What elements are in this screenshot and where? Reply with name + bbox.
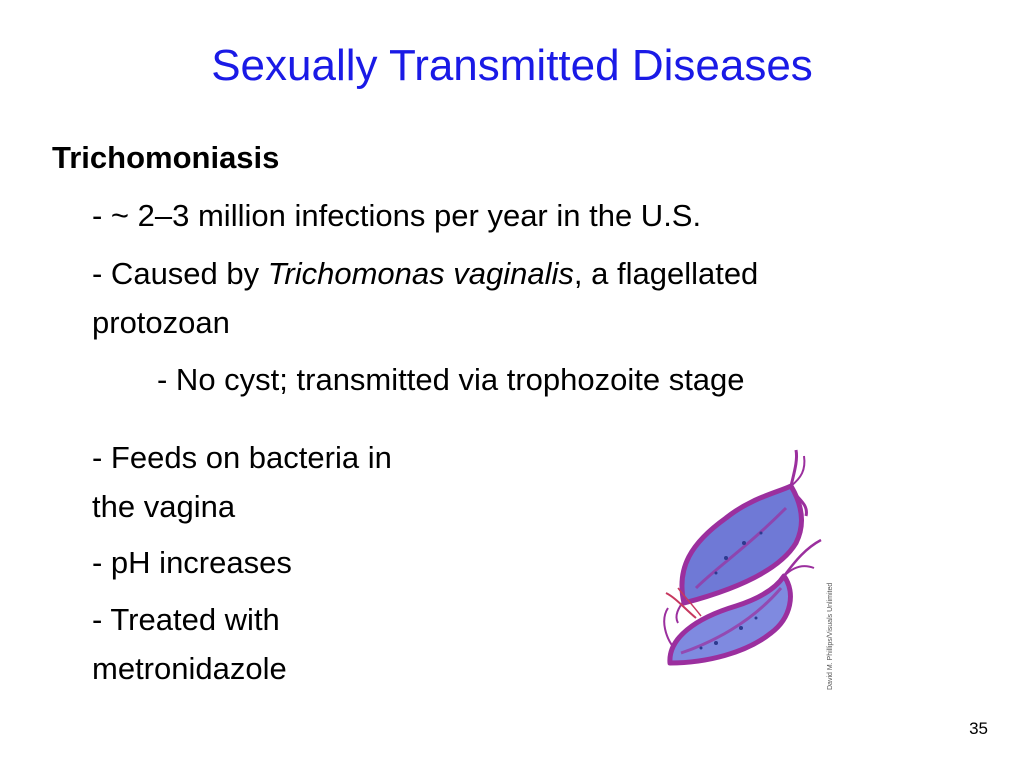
bullet-caused-prefix: - Caused by (92, 256, 268, 291)
bullet-treated-line2: metronidazole (92, 651, 287, 686)
species-name: Trichomonas vaginalis (267, 256, 574, 291)
bullet-feeds-line2: the vagina (92, 489, 236, 524)
trichomonas-micrograph-image (656, 448, 846, 698)
slide-number: 35 (969, 719, 988, 738)
slide-title: Sexually Transmitted Diseases (211, 41, 813, 90)
bullet-caused-by-continued: protozoan (92, 305, 230, 340)
bullet-caused-suffix: , a flagellated (573, 256, 759, 291)
topic-heading: Trichomoniasis (52, 140, 280, 175)
bullet-caused-by (92, 256, 758, 292)
bullet-feeds-line1: - Feeds on bacteria in (92, 440, 392, 475)
sub-bullet-no-cyst: - No cyst; transmitted via trophozoite stage (157, 362, 745, 397)
bullet-treated-line1: - Treated with (92, 602, 280, 637)
bullet-infections: - ~ 2–3 million infections per year in the U.S. (92, 198, 702, 233)
image-credit: David M. Phillips/Visuals Unlimited (827, 582, 834, 690)
bullet-ph: - pH increases (92, 545, 292, 580)
